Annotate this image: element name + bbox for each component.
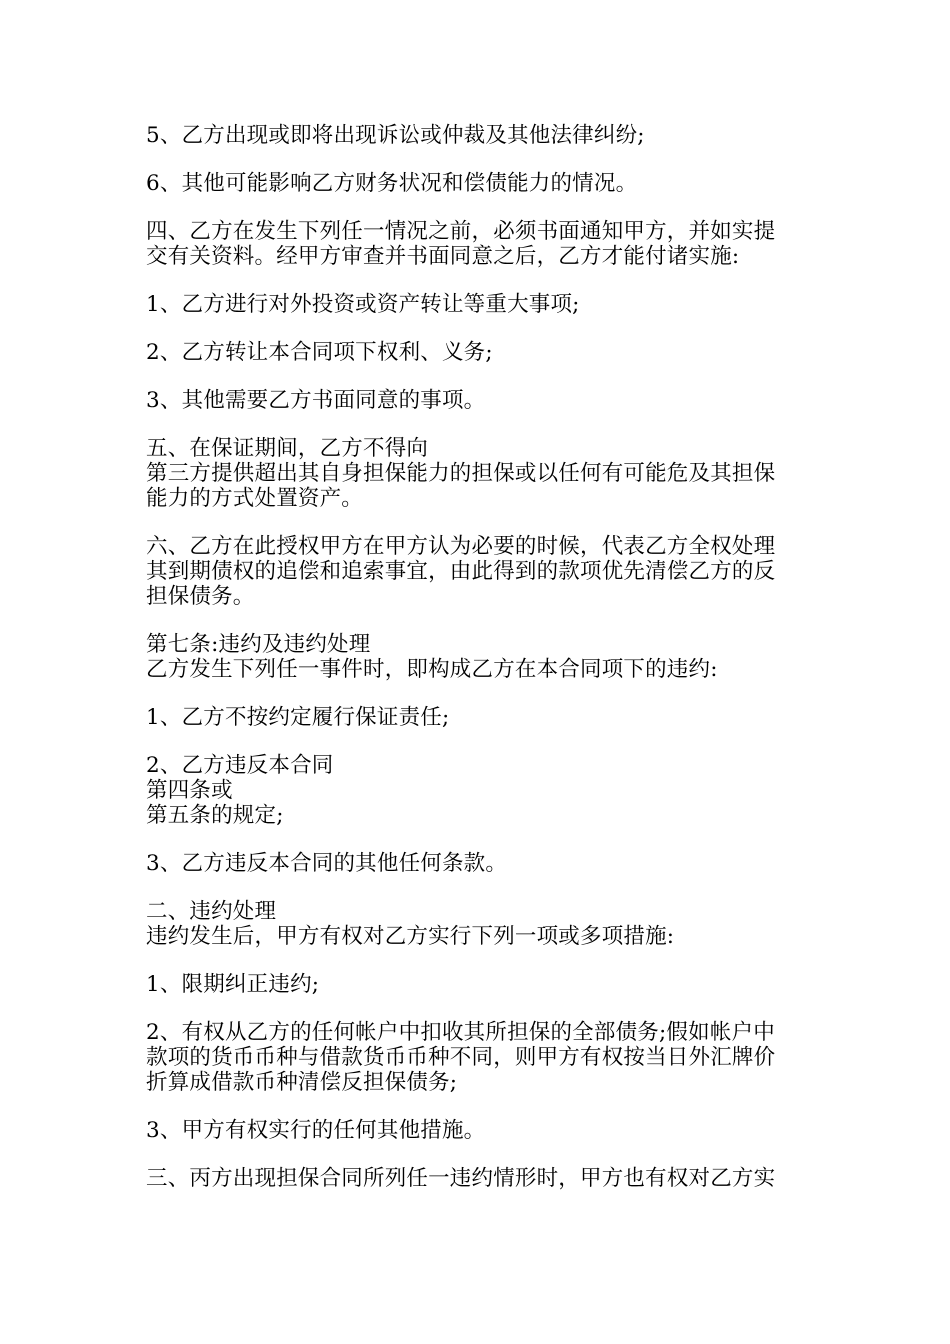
paragraph	[146, 534, 808, 609]
paragraph	[146, 292, 808, 317]
paragraph	[146, 1118, 808, 1143]
text-line: 三、丙方出现担保合同所列任一违约情形时，甲方也有权对乙方实	[146, 1166, 776, 1191]
paragraph	[146, 1166, 808, 1191]
text-line: 其到期债权的追偿和追索事宜，由此得到的款项优先清偿乙方的反	[146, 559, 776, 584]
paragraph	[146, 171, 808, 196]
paragraph	[146, 753, 808, 828]
paragraph	[146, 436, 808, 511]
text-line: 乙方发生下列任一事件时，即构成乙方在本合同项下的违约:	[146, 657, 718, 682]
paragraph	[146, 899, 808, 949]
paragraph	[146, 705, 808, 730]
text-line: 3、其他需要乙方书面同意的事项。	[146, 388, 486, 413]
text-line: 3、乙方违反本合同的其他任何条款。	[146, 851, 508, 876]
text-line: 第七条:违约及违约处理	[146, 632, 371, 657]
text-line: 违约发生后，甲方有权对乙方实行下列一项或多项措施:	[146, 924, 675, 949]
text-line: 第三方提供超出其自身担保能力的担保或以任何有可能危及其担保	[146, 461, 776, 486]
text-line: 5、乙方出现或即将出现诉讼或仲裁及其他法律纠纷;	[146, 123, 645, 148]
text-line: 能力的方式处置资产。	[146, 486, 364, 511]
text-line: 1、限期纠正违约;	[146, 972, 320, 997]
text-line: 折算成借款币种清偿反担保债务;	[146, 1070, 458, 1095]
paragraph	[146, 632, 808, 682]
paragraph	[146, 123, 808, 148]
text-line: 2、有权从乙方的任何帐户中扣收其所担保的全部债务;假如帐户中	[146, 1020, 775, 1045]
text-line: 担保债务。	[146, 584, 255, 609]
text-line: 1、乙方进行对外投资或资产转让等重大事项;	[146, 292, 580, 317]
document-body	[146, 123, 808, 1214]
text-line: 第五条的规定;	[146, 803, 284, 828]
text-line: 六、乙方在此授权甲方在甲方认为必要的时候，代表乙方全权处理	[146, 534, 776, 559]
text-line: 2、乙方转让本合同项下权利、义务;	[146, 340, 493, 365]
text-line: 第四条或	[146, 778, 233, 803]
paragraph	[146, 219, 808, 269]
paragraph	[146, 851, 808, 876]
paragraph	[146, 388, 808, 413]
paragraph	[146, 340, 808, 365]
text-line: 五、在保证期间，乙方不得向	[146, 436, 429, 461]
paragraph	[146, 1020, 808, 1095]
text-line: 1、乙方不按约定履行保证责任;	[146, 705, 450, 730]
text-line: 6、其他可能影响乙方财务状况和偿债能力的情况。	[146, 171, 638, 196]
text-line: 二、违约处理	[146, 899, 277, 924]
paragraph	[146, 972, 808, 997]
text-line: 款项的货币币种与借款货币币种不同，则甲方有权按当日外汇牌价	[146, 1045, 776, 1070]
text-line: 3、甲方有权实行的任何其他措施。	[146, 1118, 486, 1143]
text-line: 交有关资料。经甲方审查并书面同意之后，乙方才能付诸实施:	[146, 244, 740, 269]
text-line: 四、乙方在发生下列任一情况之前，必须书面通知甲方，并如实提	[146, 219, 776, 244]
text-line: 2、乙方违反本合同	[146, 753, 334, 778]
